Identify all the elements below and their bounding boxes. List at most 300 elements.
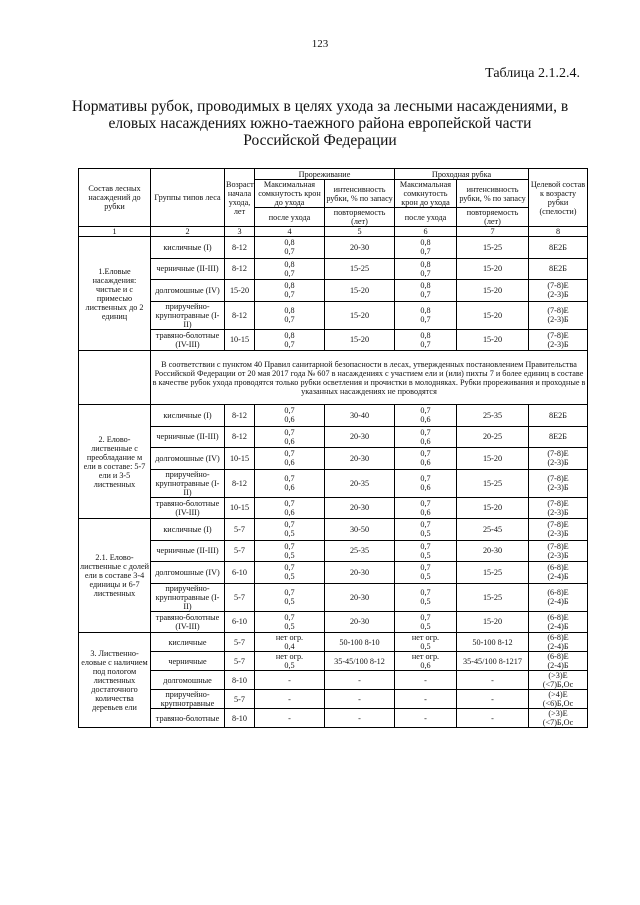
- age-start: 5-7: [225, 583, 255, 611]
- pass-density-line: -: [424, 694, 427, 704]
- forest-type: приручейно-крупнотравные: [151, 690, 225, 709]
- pass-density-line: 0,7: [420, 588, 431, 597]
- pass-density-line: нет огр.: [411, 633, 440, 642]
- target-composition: [529, 540, 588, 562]
- age-start: 8-12: [225, 237, 255, 259]
- forest-type: кисличные (I): [151, 405, 225, 427]
- column-number: 4: [255, 227, 325, 237]
- target-composition-line: (7-8)Е: [547, 474, 569, 483]
- pass-density-line: 0,8: [420, 306, 431, 315]
- target-composition-line: (>3)Е: [548, 709, 568, 718]
- pass-density: [395, 519, 457, 541]
- target-composition-line: (7-8)Е: [547, 449, 569, 459]
- pass-intensity: 15-20: [457, 329, 529, 351]
- thinning-density-line: 0,7: [284, 563, 295, 573]
- pass-density-line: 0,7: [420, 339, 431, 349]
- thinning-density: [255, 690, 325, 709]
- thinning-intensity: 15-20: [325, 280, 395, 302]
- table-row: [79, 671, 588, 690]
- forest-type: долгомошные (IV): [151, 280, 225, 302]
- target-composition-line: 8Е2Б: [549, 242, 567, 252]
- group-note: В соответствии с пунктом 40 Правил санитарной безопасности в лесах, утвержденных постановлением Правительства Российской Федерации от 20 мая 2017 года № 607 в насаждениях с участием ели и (или) пихты 7 и более единиц в составе в качестве рубок ухода проводятся только рубки осветления и прочистки в молодняках. Рубки прореживания и проходные в указанных насаждениях не проводятся: [151, 351, 588, 405]
- table-row: [79, 448, 588, 470]
- thinning-density-line: 0,8: [284, 306, 295, 315]
- age-start: 10-15: [225, 497, 255, 519]
- forest-type: приручейно-крупнотравные (I-II): [151, 301, 225, 329]
- forest-type: черничные (II-III): [151, 540, 225, 562]
- pass-intensity: 25-45: [457, 519, 529, 541]
- header-after-care-2: после ухода: [395, 208, 457, 227]
- forest-type: приручейно-крупнотравные (I-II): [151, 583, 225, 611]
- thinning-density: [255, 633, 325, 652]
- group-name: 1.Еловые насаждения: чистые и с примесью лиственных до 2 единиц: [79, 237, 151, 351]
- pass-density-line: 0,8: [420, 238, 431, 248]
- pass-density-line: 0,5: [420, 621, 431, 631]
- table-row: [79, 258, 588, 280]
- thinning-density-line: 0,6: [284, 436, 295, 446]
- age-start: 8-12: [225, 469, 255, 497]
- forest-type: травяно-болотные (IV-III): [151, 611, 225, 633]
- thinning-intensity: -: [325, 690, 395, 709]
- target-composition-line: (6-8)Е: [547, 633, 569, 642]
- header-max-density-2: Максимальная сомкнутость крон до ухода: [395, 180, 457, 208]
- pass-density: [395, 329, 457, 351]
- thinning-density-line: 0,7: [284, 268, 295, 278]
- pass-density: [395, 540, 457, 562]
- header-target: Целевой состав к возрасту рубки (спелости): [529, 169, 588, 227]
- target-composition-line: (2-3)Б: [547, 507, 569, 517]
- target-composition: [529, 405, 588, 427]
- table-row: [79, 469, 588, 497]
- pass-intensity: -: [457, 709, 529, 728]
- pass-density-line: 0,5: [420, 572, 431, 582]
- target-composition-line: (2-4)Б: [547, 642, 569, 651]
- thinning-density: [255, 469, 325, 497]
- thinning-density-line: 0,7: [284, 247, 295, 257]
- column-number: 2: [151, 227, 225, 237]
- pass-intensity: 15-20: [457, 497, 529, 519]
- thinning-density-line: 0,8: [284, 281, 295, 291]
- target-composition-line: 8Е2Б: [549, 264, 567, 274]
- pass-intensity: -: [457, 690, 529, 709]
- thinning-density-line: 0,6: [284, 415, 295, 425]
- pass-density: [395, 633, 457, 652]
- thinning-intensity: 20-30: [325, 611, 395, 633]
- column-number: 6: [395, 227, 457, 237]
- thinning-density: [255, 497, 325, 519]
- document-title: Нормативы рубок, проводимых в целях ухода за лесными насаждениями, в еловых насаждениях южно-таежного района европейской части Российской Федерации: [71, 98, 569, 149]
- thinning-density: [255, 237, 325, 259]
- target-composition-line: (2-4)Б: [547, 597, 569, 606]
- target-composition-line: (2-3)Б: [547, 483, 569, 492]
- forest-type: долгомошные (IV): [151, 562, 225, 584]
- thinning-density-line: 0,8: [284, 259, 295, 269]
- target-composition-line: 8Е2Б: [549, 432, 567, 442]
- pass-density: [395, 280, 457, 302]
- column-number: 7: [457, 227, 529, 237]
- pass-density: [395, 671, 457, 690]
- target-composition: [529, 709, 588, 728]
- pass-density-line: 0,7: [420, 449, 431, 459]
- table-row: [79, 497, 588, 519]
- thinning-intensity: 20-30: [325, 448, 395, 470]
- header-max-density: Максимальная сомкнутость крон до ухода: [255, 180, 325, 208]
- header-after-care: после ухода: [255, 208, 325, 227]
- pass-density-line: 0,7: [420, 315, 431, 324]
- pass-density-line: 0,6: [420, 415, 431, 425]
- thinning-density-line: -: [288, 713, 291, 723]
- column-number: 5: [325, 227, 395, 237]
- thinning-intensity: 15-20: [325, 329, 395, 351]
- thinning-density-line: 0,5: [284, 621, 295, 631]
- age-start: 10-15: [225, 329, 255, 351]
- age-start: 8-12: [225, 301, 255, 329]
- thinning-density-line: 0,7: [284, 474, 295, 483]
- header-intensity: интенсивность рубки, % по запасу: [325, 180, 395, 208]
- target-composition-line: (7-8)Е: [547, 306, 569, 315]
- thinning-density-line: 0,4: [284, 642, 295, 651]
- table-row: [79, 519, 588, 541]
- pass-density-line: 0,8: [420, 330, 431, 340]
- target-composition-line: (<7)Б,Ос: [542, 680, 574, 689]
- thinning-density-line: 0,7: [284, 612, 295, 622]
- table-row: [79, 426, 588, 448]
- thinning-density-line: 0,7: [284, 520, 295, 530]
- thinning-intensity: -: [325, 671, 395, 690]
- target-composition-line: (2-4)Б: [547, 621, 569, 631]
- thinning-intensity: 20-30: [325, 497, 395, 519]
- thinning-intensity: 20-30: [325, 237, 395, 259]
- thinning-density: [255, 709, 325, 728]
- thinning-density-line: 0,6: [284, 483, 295, 492]
- target-composition-line: 8Е2Б: [549, 410, 567, 420]
- thinning-intensity: 15-20: [325, 301, 395, 329]
- target-composition-line: (2-3)Б: [547, 315, 569, 324]
- forest-type: черничные (II-III): [151, 426, 225, 448]
- pass-density-line: -: [424, 713, 427, 723]
- age-start: 6-10: [225, 611, 255, 633]
- age-start: 15-20: [225, 280, 255, 302]
- pass-density-line: 0,7: [420, 427, 431, 437]
- target-composition: [529, 329, 588, 351]
- pass-density: [395, 611, 457, 633]
- pass-density-line: 0,6: [420, 436, 431, 446]
- table-row: [79, 709, 588, 728]
- forest-type: травяно-болотные (IV-III): [151, 497, 225, 519]
- target-composition-line: (2-4)Б: [547, 661, 569, 670]
- thinning-intensity: -: [325, 709, 395, 728]
- forest-type: долгомошные: [151, 671, 225, 690]
- table-row: [79, 583, 588, 611]
- thinning-density: [255, 562, 325, 584]
- thinning-intensity: 15-25: [325, 258, 395, 280]
- pass-density: [395, 301, 457, 329]
- header-repeat-2: повторяемость (лет): [457, 208, 529, 227]
- target-composition-line: (2-3)Б: [547, 529, 569, 539]
- norms-table: [78, 168, 588, 728]
- pass-intensity: 15-20: [457, 301, 529, 329]
- group-name: 2. Елово-лиственные с преобладание м ели в составе: 5-7 ели и 3-5 лиственных: [79, 405, 151, 519]
- pass-density-line: 0,7: [420, 474, 431, 483]
- table-row: [79, 562, 588, 584]
- column-number: 8: [529, 227, 588, 237]
- age-start: 5-7: [225, 633, 255, 652]
- header-forest-types: Группы типов леса: [151, 169, 225, 227]
- group-name: 3. Лиственно-еловые с наличием под пологом лиственных достаточного количества деревьев ели: [79, 633, 151, 728]
- pass-density: [395, 237, 457, 259]
- thinning-density: [255, 329, 325, 351]
- forest-type: кисличные (I): [151, 519, 225, 541]
- pass-density-line: 0,7: [420, 541, 431, 551]
- table-row: [79, 540, 588, 562]
- thinning-intensity: 50-100 8-10: [325, 633, 395, 652]
- table-row: [79, 633, 588, 652]
- pass-density-line: 0,6: [420, 661, 431, 670]
- pass-density-line: 0,5: [420, 597, 431, 606]
- age-start: 10-15: [225, 448, 255, 470]
- thinning-density-line: 0,8: [284, 238, 295, 248]
- thinning-density: [255, 519, 325, 541]
- thinning-density-line: 0,5: [284, 529, 295, 539]
- thinning-density-line: 0,6: [284, 507, 295, 517]
- target-composition: [529, 448, 588, 470]
- pass-density-line: 0,5: [420, 642, 431, 651]
- pass-density-line: 0,5: [420, 529, 431, 539]
- pass-density: [395, 652, 457, 671]
- target-composition-line: (<7)Б,Ос: [542, 718, 574, 727]
- table-row: [79, 405, 588, 427]
- thinning-density-line: 0,7: [284, 315, 295, 324]
- thinning-intensity: 20-35: [325, 469, 395, 497]
- table-row: [79, 329, 588, 351]
- target-composition: [529, 519, 588, 541]
- pass-density: [395, 497, 457, 519]
- target-composition-line: (7-8)Е: [547, 520, 569, 530]
- thinning-density-line: -: [288, 675, 291, 685]
- table-note-row: [79, 351, 588, 405]
- pass-density-line: 0,6: [420, 507, 431, 517]
- column-number: 3: [225, 227, 255, 237]
- target-composition-line: (7-8)Е: [547, 541, 569, 551]
- pass-density: [395, 405, 457, 427]
- pass-intensity: 15-25: [457, 237, 529, 259]
- thinning-intensity: 20-30: [325, 426, 395, 448]
- forest-type: черничные: [151, 652, 225, 671]
- thinning-density-line: -: [288, 694, 291, 704]
- thinning-density-line: 0,7: [284, 541, 295, 551]
- pass-density-line: 0,7: [420, 520, 431, 530]
- target-composition: [529, 280, 588, 302]
- table-row: [79, 280, 588, 302]
- target-composition: [529, 301, 588, 329]
- pass-density-line: 0,7: [420, 498, 431, 508]
- column-number: 1: [79, 227, 151, 237]
- header-thinning: Прореживание: [255, 169, 395, 180]
- target-composition: [529, 690, 588, 709]
- age-start: 8-10: [225, 709, 255, 728]
- page-number: 123: [311, 38, 329, 50]
- target-composition: [529, 652, 588, 671]
- target-composition-line: (<6)Б,Ос: [542, 699, 574, 708]
- pass-density: [395, 258, 457, 280]
- thinning-density-line: 0,7: [284, 339, 295, 349]
- thinning-intensity: 20-30: [325, 583, 395, 611]
- thinning-density-line: 0,7: [284, 427, 295, 437]
- age-start: 5-7: [225, 540, 255, 562]
- target-composition-line: (2-3)Б: [547, 290, 569, 300]
- thinning-intensity: 25-35: [325, 540, 395, 562]
- age-start: 8-12: [225, 405, 255, 427]
- target-composition: [529, 583, 588, 611]
- target-composition-line: (2-3)Б: [547, 458, 569, 468]
- thinning-density-line: 0,8: [284, 330, 295, 340]
- table-row: [79, 611, 588, 633]
- pass-intensity: 15-20: [457, 280, 529, 302]
- thinning-density-line: 0,5: [284, 572, 295, 582]
- age-start: 5-7: [225, 690, 255, 709]
- pass-density: [395, 583, 457, 611]
- target-composition: [529, 258, 588, 280]
- thinning-density-line: 0,7: [284, 449, 295, 459]
- target-composition-line: (2-3)Б: [547, 339, 569, 349]
- table-row: [79, 690, 588, 709]
- target-composition-line: (6-8)Е: [547, 652, 569, 661]
- pass-density-line: -: [424, 675, 427, 685]
- target-composition: [529, 611, 588, 633]
- header-pass-cut: Проходная рубка: [395, 169, 529, 180]
- pass-density-line: 0,6: [420, 458, 431, 468]
- pass-intensity: 20-25: [457, 426, 529, 448]
- thinning-density: [255, 540, 325, 562]
- thinning-density-line: 0,7: [284, 498, 295, 508]
- pass-density-line: 0,6: [420, 483, 431, 492]
- thinning-density-line: 0,5: [284, 597, 295, 606]
- table-row: [79, 237, 588, 259]
- age-start: 8-12: [225, 426, 255, 448]
- thinning-intensity: 35-45/100 8-12: [325, 652, 395, 671]
- pass-density: [395, 690, 457, 709]
- pass-intensity: 15-25: [457, 469, 529, 497]
- thinning-density: [255, 583, 325, 611]
- pass-density-line: нет огр.: [411, 652, 440, 661]
- table-row: [79, 652, 588, 671]
- pass-density-line: 0,7: [420, 563, 431, 573]
- pass-density: [395, 562, 457, 584]
- target-composition-line: (>3)Е: [548, 671, 568, 680]
- pass-intensity: 15-25: [457, 583, 529, 611]
- thinning-density-line: 0,5: [284, 550, 295, 560]
- target-composition-line: (6-8)Е: [547, 612, 569, 622]
- thinning-density: [255, 280, 325, 302]
- thinning-density: [255, 405, 325, 427]
- thinning-density-line: 0,5: [284, 661, 295, 670]
- target-composition-line: (7-8)Е: [547, 281, 569, 291]
- thinning-density-line: 0,7: [284, 290, 295, 300]
- target-composition: [529, 497, 588, 519]
- age-start: 8-10: [225, 671, 255, 690]
- pass-density: [395, 469, 457, 497]
- age-start: 5-7: [225, 519, 255, 541]
- pass-density-line: 0,7: [420, 247, 431, 257]
- target-composition: [529, 633, 588, 652]
- thinning-intensity: 30-50: [325, 519, 395, 541]
- header-repeat: повторяемость (лет): [325, 208, 395, 227]
- pass-density: [395, 709, 457, 728]
- thinning-density: [255, 671, 325, 690]
- thinning-intensity: 20-30: [325, 562, 395, 584]
- thinning-density: [255, 448, 325, 470]
- pass-density-line: 0,8: [420, 259, 431, 269]
- thinning-density-line: нет огр.: [275, 633, 304, 642]
- thinning-density-line: нет огр.: [275, 652, 304, 661]
- table-label: Таблица 2.1.2.4.: [485, 66, 580, 81]
- pass-intensity: 50-100 8-12: [457, 633, 529, 652]
- header-composition: Состав лесных насаждений до рубки: [79, 169, 151, 227]
- thinning-density: [255, 258, 325, 280]
- pass-density-line: 0,7: [420, 406, 431, 416]
- target-composition-line: (6-8)Е: [547, 588, 569, 597]
- header-intensity-2: интенсивность рубки, % по запасу: [457, 180, 529, 208]
- target-composition-line: (6-8)Е: [547, 563, 569, 573]
- thinning-density-line: 0,6: [284, 458, 295, 468]
- target-composition: [529, 426, 588, 448]
- thinning-density-line: 0,7: [284, 588, 295, 597]
- forest-type: долгомошные (IV): [151, 448, 225, 470]
- target-composition-line: (2-4)Б: [547, 572, 569, 582]
- pass-intensity: 15-25: [457, 562, 529, 584]
- age-start: 8-12: [225, 258, 255, 280]
- table-row: [79, 301, 588, 329]
- target-composition-line: (7-8)Е: [547, 330, 569, 340]
- note-spacer: [79, 351, 151, 405]
- thinning-density: [255, 426, 325, 448]
- target-composition: [529, 562, 588, 584]
- pass-intensity: 35-45/100 8-1217: [457, 652, 529, 671]
- target-composition: [529, 671, 588, 690]
- pass-density-line: 0,7: [420, 612, 431, 622]
- pass-density: [395, 448, 457, 470]
- forest-type: кисличные: [151, 633, 225, 652]
- group-name: 2.1. Елово-лиственные с долей ели в составе 3-4 единицы и 6-7 лиственных: [79, 519, 151, 633]
- thinning-density: [255, 301, 325, 329]
- target-composition-line: (>4)Е: [548, 690, 568, 699]
- pass-intensity: 15-20: [457, 448, 529, 470]
- target-composition-line: (2-3)Б: [547, 550, 569, 560]
- thinning-density: [255, 652, 325, 671]
- forest-type: черничные (II-III): [151, 258, 225, 280]
- pass-intensity: 15-20: [457, 258, 529, 280]
- pass-density-line: 0,7: [420, 290, 431, 300]
- pass-intensity: 20-30: [457, 540, 529, 562]
- pass-intensity: -: [457, 671, 529, 690]
- forest-type: приручейно-крупнотравные (I-II): [151, 469, 225, 497]
- header-age: Возраст начала ухода, лет: [225, 169, 255, 227]
- target-composition: [529, 237, 588, 259]
- forest-type: травяно-болотные: [151, 709, 225, 728]
- thinning-density-line: 0,7: [284, 406, 295, 416]
- pass-density: [395, 426, 457, 448]
- forest-type: кисличные (I): [151, 237, 225, 259]
- pass-intensity: 25-35: [457, 405, 529, 427]
- pass-density-line: 0,8: [420, 281, 431, 291]
- age-start: 5-7: [225, 652, 255, 671]
- pass-intensity: 15-20: [457, 611, 529, 633]
- thinning-density: [255, 611, 325, 633]
- age-start: 6-10: [225, 562, 255, 584]
- pass-density-line: 0,7: [420, 268, 431, 278]
- target-composition-line: (7-8)Е: [547, 498, 569, 508]
- pass-density-line: 0,5: [420, 550, 431, 560]
